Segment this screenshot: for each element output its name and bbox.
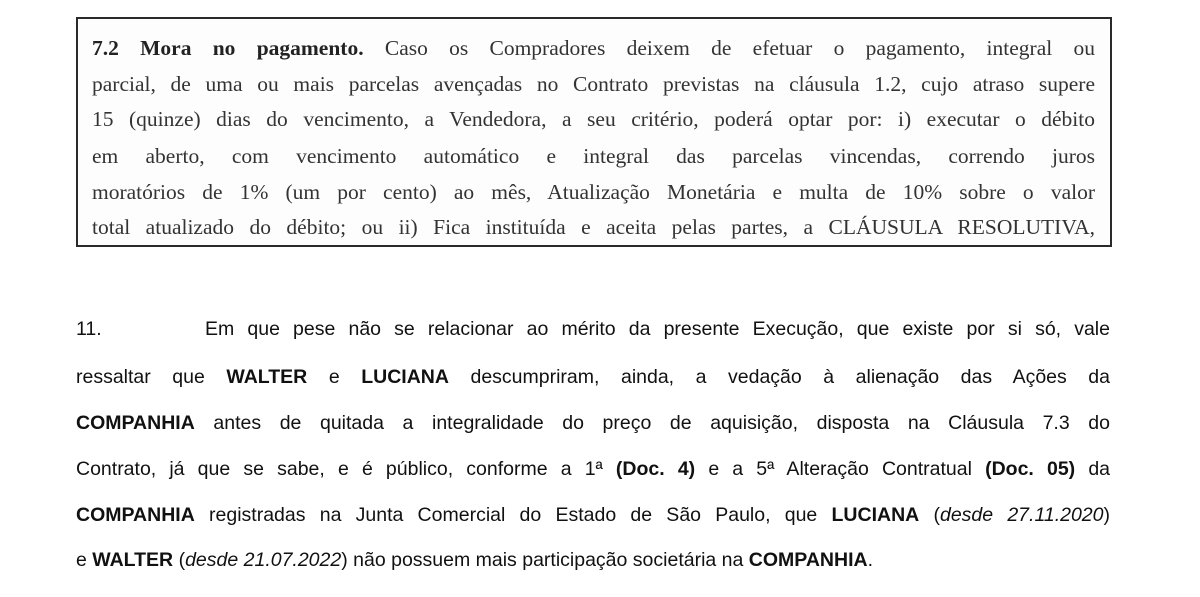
party-name: WALTER — [226, 366, 308, 388]
clause-heading: 7.2 Mora no pagamento. — [92, 36, 364, 60]
excerpt-line-1 — [92, 38, 1095, 60]
text-run: descumpriram, ainda, a vedação à alienação das Ações da — [448, 366, 1110, 388]
paragraph-line-5 — [76, 506, 1110, 526]
text-run: e — [76, 549, 93, 571]
text-run: registradas na Junta Comercial do Estado de São Paulo, que — [194, 504, 832, 526]
excerpt-line-2: parcial, de uma ou mais parcelas avençadas no Contrato previstas na cláusula 1.2, cujo atraso supere — [92, 72, 1095, 96]
company-name: COMPANHIA — [76, 412, 195, 434]
party-name: WALTER — [92, 549, 174, 571]
text-run: ) — [1103, 504, 1110, 526]
paragraph-line-4 — [76, 460, 1110, 480]
paragraph-line-6 — [76, 551, 873, 571]
text-run: e — [307, 366, 362, 388]
text-run: ) não possuem mais participação societária na — [341, 549, 749, 571]
paragraph-line-3 — [76, 414, 1110, 434]
company-name: COMPANHIA — [76, 504, 195, 526]
text-run: ( — [919, 504, 940, 526]
text-run: Contrato, já que se sabe, e é público, conforme a 1ª — [76, 458, 616, 480]
date-note: desde 27.11.2020 — [939, 504, 1104, 526]
excerpt-line-3: 15 (quinze) dias do vencimento, a Vendedora, a seu critério, poderá optar por: i) executar o débito — [92, 107, 1095, 131]
excerpt-line-5: moratórios de 1% (um por cento) ao mês, Atualização Monetária e multa de 10% sobre o valor — [92, 180, 1095, 204]
doc-reference: (Doc. 05) — [985, 458, 1076, 480]
paragraph-line-1: Em que pese não se relacionar ao mérito da presente Execução, que existe por si só, vale — [205, 318, 1110, 340]
party-name: LUCIANA — [361, 366, 449, 388]
text-run: da — [1075, 458, 1111, 480]
excerpt-text: Caso os Compradores deixem de efetuar o pagamento, integral ou — [363, 36, 1095, 60]
excerpt-line-4: em aberto, com vencimento automático e integral das parcelas vincendas, correndo juros — [92, 144, 1095, 168]
paragraph-number: 11. — [76, 318, 102, 340]
text-run: antes de quitada a integralidade do preço de aquisição, disposta na Cláusula 7.3 do — [194, 412, 1110, 434]
text-run: ( — [173, 549, 186, 571]
paragraph-line-2 — [76, 368, 1110, 388]
date-note: desde 21.07.2022 — [185, 549, 342, 571]
text-run: ressaltar que — [76, 366, 227, 388]
party-name: LUCIANA — [831, 504, 920, 526]
text-run: . — [867, 549, 874, 571]
text-run: e a 5ª Alteração Contratual — [695, 458, 986, 480]
company-name: COMPANHIA — [748, 549, 868, 571]
contract-excerpt-box — [76, 17, 1112, 247]
doc-reference: (Doc. 4) — [615, 458, 696, 480]
excerpt-line-6: total atualizado do débito; ou ii) Fica instituída e aceita pelas partes, a CLÁUSULA RESOLUTIVA, — [92, 215, 1095, 239]
